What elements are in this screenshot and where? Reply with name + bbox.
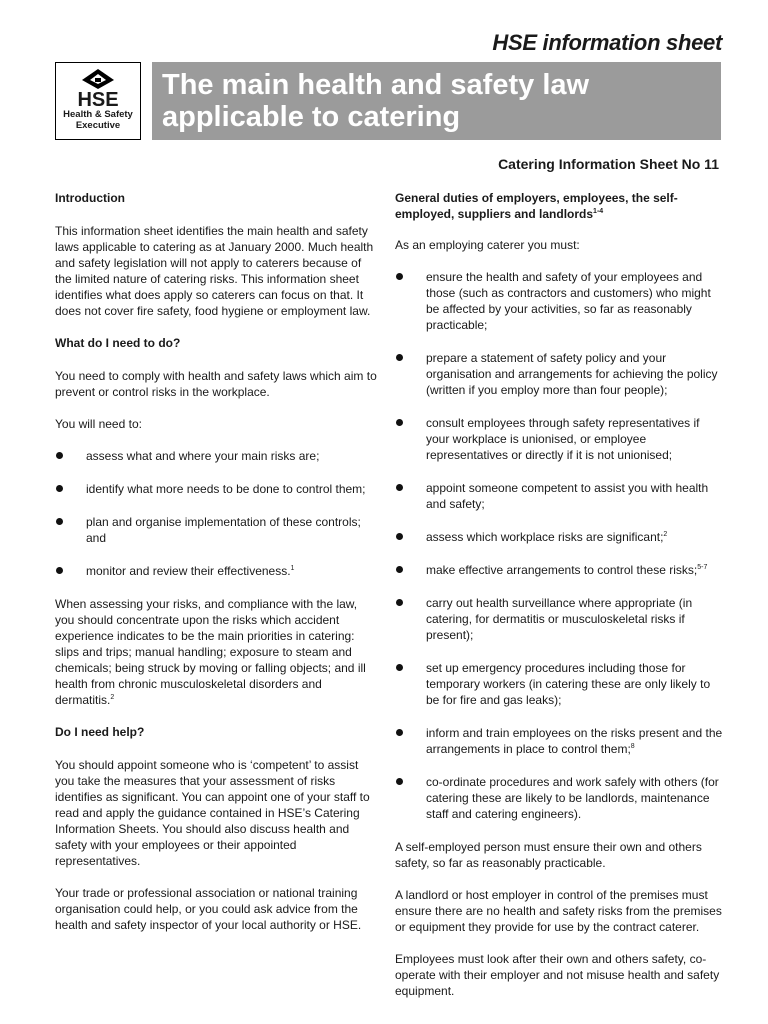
bullet-icon [56, 518, 63, 525]
page-title [162, 69, 711, 133]
logo-line-2: Executive [75, 120, 121, 131]
bullet-icon [396, 533, 403, 540]
need-paragraph: You will need to: [55, 417, 142, 431]
bullet-icon [396, 566, 403, 573]
list-item: identify what more needs to be done to control them; [55, 481, 377, 497]
list-item: carry out health surveillance where appropriate (in catering, for dermatitis or musculoskeletal risks if present); [395, 595, 725, 643]
bullet-icon [396, 484, 403, 491]
list-item: co-ordinate procedures and work safely with others (for catering these are likely to be landlords, maintenance staff and catering engineers). [395, 774, 725, 822]
hse-crown-icon [81, 68, 115, 90]
list-item: consult employees through safety representatives if your workplace is unionised, or employee representatives or directly if it is not unionised; [395, 415, 725, 463]
bullet-icon [56, 485, 63, 492]
help-heading: Do I need help? [55, 725, 145, 739]
logo-line-1: Health & Safety [63, 109, 133, 120]
bullet-icon [396, 664, 403, 671]
list-item: prepare a statement of safety policy and your organisation and arrangements for achieving the policy (written if you employ more than four people); [395, 350, 725, 398]
bullet-icon [396, 599, 403, 606]
footnote-ref: 5-7 [697, 564, 708, 571]
title-banner [152, 62, 721, 140]
list-item: make effective arrangements to control these risks;$^{5-7}$ [395, 562, 725, 578]
left-column [55, 190, 377, 949]
sheet-number: Catering Information Sheet No 11 [498, 156, 719, 172]
right-column [395, 190, 725, 1015]
footnote-ref: 2 [110, 694, 115, 701]
list-item: assess what and where your main risks are; [55, 448, 377, 464]
bullet-icon [56, 567, 63, 574]
right-bullet-list [395, 269, 725, 822]
duties-heading: General duties of employers, employees, the self-employed, suppliers and landlords$^{1-4}$ [395, 191, 678, 221]
bullet-icon [396, 778, 403, 785]
bullet-icon [396, 419, 403, 426]
intro-paragraph: This information sheet identifies the main health and safety laws applicable to catering as at January 2000. Much health and safety legislation will not apply to caterers because of the limited nature of catering risks. This information sheet identifies what does apply so caterers can focus on that. It does not cover fire safety, food hygiene or employment law. [55, 224, 374, 318]
bullet-icon [396, 273, 403, 280]
list-item: appoint someone competent to assist you with health and safety; [395, 480, 725, 512]
title-line-2: applicable to catering [162, 101, 461, 133]
help-paragraph: You should appoint someone who is ‘competent’ to assist you take the measures that your assessment of risks identifies as significant. You can appoint one of your staff to read and apply the guidance contained in HSE’s Catering Information Sheets. You should also discuss health and safety with your employees or their appointed representatives. [55, 758, 370, 868]
bullet-icon [396, 354, 403, 361]
list-item: monitor and review their effectiveness.$^1$ [55, 563, 377, 579]
sheet-type-label: HSE information sheet [492, 30, 722, 55]
todo-paragraph: You need to comply with health and safety laws which aim to prevent or control risks in the workplace. [55, 369, 377, 399]
list-item: assess which workplace risks are significant;$^2$ [395, 529, 725, 545]
employer-paragraph: As an employing caterer you must: [395, 238, 580, 252]
employees-paragraph: Employees must look after their own and others safety, co-operate with their employer and not misuse health and safety equipment. [395, 952, 720, 998]
todo-heading: What do I need to do? [55, 336, 181, 350]
hse-logo [55, 62, 141, 140]
list-item: plan and organise implementation of these controls; and [55, 514, 377, 546]
footnote-ref: 8 [630, 743, 635, 750]
logo-mark: HSE [77, 89, 119, 111]
trade-paragraph: Your trade or professional association or national training organisation could help, or you could ask advice from the health and safety inspector of your local authority or HSE. [55, 886, 362, 932]
list-item: inform and train employees on the risks present and the arrangements in place to control them;$^8$ [395, 725, 725, 757]
intro-heading: Introduction [55, 191, 125, 205]
left-bullet-list [55, 448, 377, 579]
self-employed-paragraph: A self-employed person must ensure their own and others safety, so far as reasonably practicable. [395, 840, 702, 870]
bullet-icon [56, 452, 63, 459]
bullet-icon [396, 729, 403, 736]
list-item: set up emergency procedures including those for temporary workers (in catering these are only likely to be for fire and gas leaks); [395, 660, 725, 708]
footnote-ref: 1-4 [593, 208, 604, 215]
landlord-paragraph: A landlord or host employer in control of the premises must ensure there are no health and safety risks from the premises or equipment they provide for use by the contract caterer. [395, 888, 722, 934]
list-item: ensure the health and safety of your employees and those (such as contractors and customers) who might be affected by your activities, so far as reasonably practicable; [395, 269, 725, 333]
footnote-ref: 1 [290, 565, 295, 572]
assess-paragraph: When assessing your risks, and compliance with the law, you should concentrate upon the risks which accident experience indicates to be the main priorities in catering: slips and trips; manual handling; exposure to steam and chemicals; being struck by moving or falling objects; and ill health from chronic musculoskeletal disorders and dermatitis.$^2$ [55, 597, 366, 707]
footnote-ref: 2 [663, 531, 668, 538]
title-line-1: The main health and safety law [162, 69, 590, 101]
